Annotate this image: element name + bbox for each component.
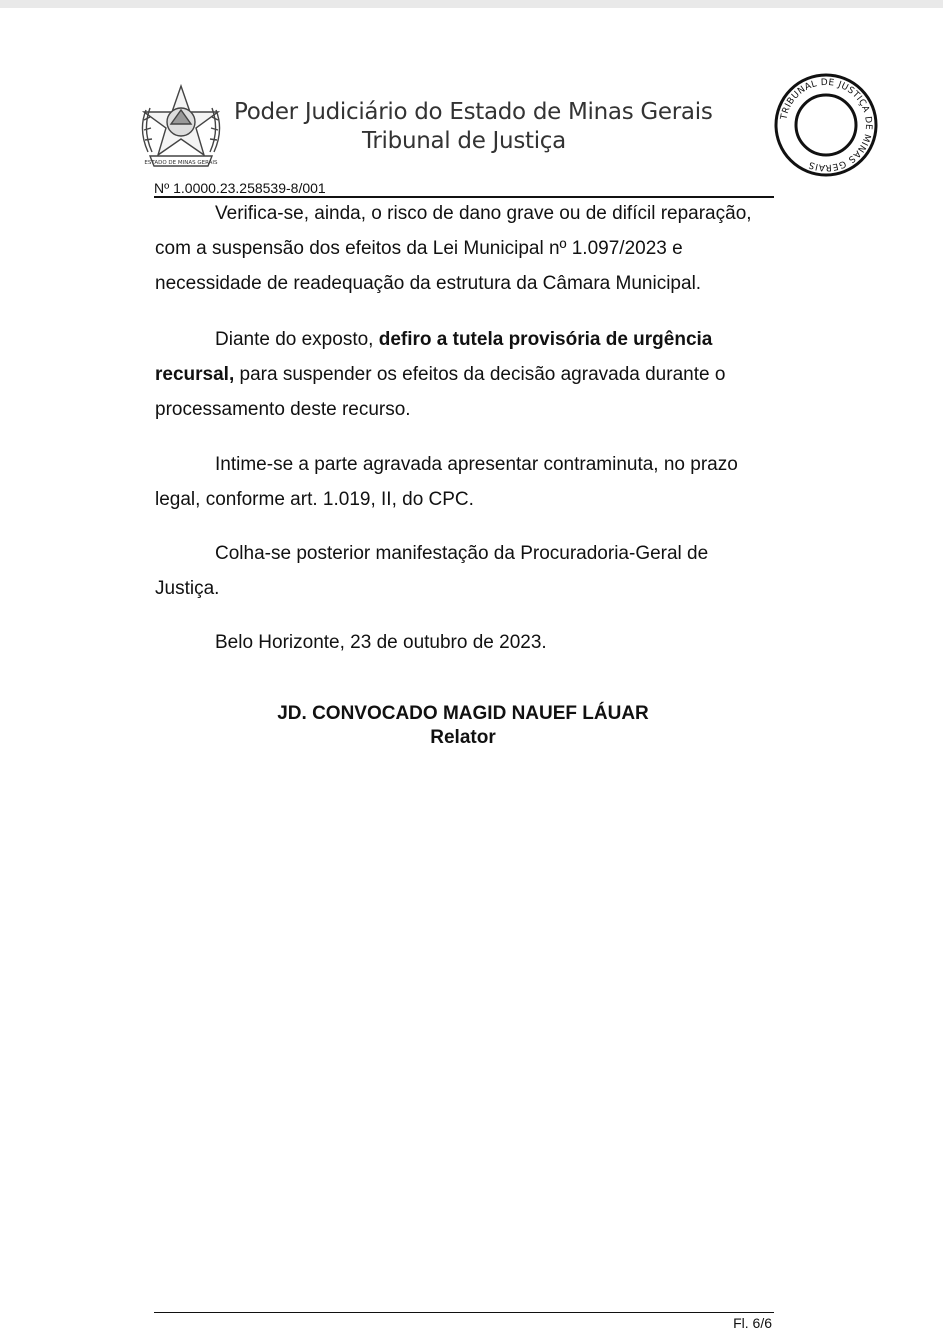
date-text: Belo Horizonte, 23 de outubro de 2023. bbox=[215, 632, 547, 653]
decision-bold-2: recursal, bbox=[155, 364, 235, 385]
folio-number: Fl. 6/6 bbox=[733, 1315, 772, 1331]
date-line bbox=[155, 625, 771, 660]
svg-text:TRIBUNAL DE JUSTIÇA DE MINAS G bbox=[779, 78, 873, 172]
decision-intro: Diante do exposto, bbox=[215, 329, 379, 350]
institution-title: Poder Judiciário do Estado de Minas Gerais bbox=[234, 99, 713, 125]
paragraph-prosecutor bbox=[155, 536, 771, 606]
paragraph-line: com a suspensão dos efeitos da Lei Municipal nº 1.097/2023 e bbox=[155, 238, 683, 259]
paragraph-line: Colha-se posterior manifestação da Procuradoria-Geral de bbox=[215, 543, 709, 564]
decision-rest: para suspender os efeitos da decisão agravada durante o bbox=[234, 364, 726, 385]
emblem-label: ESTADO DE MINAS GERAIS bbox=[144, 160, 218, 166]
court-title: Tribunal de Justiça bbox=[362, 128, 566, 154]
paragraph-line: processamento deste recurso. bbox=[155, 399, 411, 420]
paragraph-notice bbox=[155, 447, 771, 517]
paragraph-line: Verifica-se, ainda, o risco de dano grave ou de difícil reparação, bbox=[215, 203, 752, 224]
footer-divider bbox=[154, 1312, 774, 1313]
coat-of-arms-emblem bbox=[136, 80, 226, 172]
paragraph-line: legal, conforme art. 1.019, II, do CPC. bbox=[155, 489, 474, 510]
signature-role: Relator bbox=[430, 727, 496, 748]
paragraph-risk bbox=[155, 196, 771, 301]
top-bar bbox=[0, 0, 943, 8]
paragraph-line: necessidade de readequação da estrutura da Câmara Municipal. bbox=[155, 273, 702, 294]
signature-name: JD. CONVOCADO MAGID NAUEF LÁUAR bbox=[277, 703, 649, 724]
paragraph-line bbox=[155, 329, 712, 350]
paragraph-line bbox=[155, 364, 725, 385]
process-number: Nº 1.0000.23.258539-8/001 bbox=[154, 180, 326, 196]
court-seal bbox=[773, 72, 879, 178]
decision-bold: defiro a tutela provisória de urgência bbox=[378, 329, 713, 350]
paragraph-decision bbox=[155, 322, 771, 427]
seal-label: TRIBUNAL DE JUSTIÇA DE MINAS GERAIS bbox=[779, 77, 874, 173]
paragraph-line: Justiça. bbox=[155, 578, 220, 599]
paragraph-line: Intime-se a parte agravada apresentar contraminuta, no prazo bbox=[215, 454, 738, 475]
